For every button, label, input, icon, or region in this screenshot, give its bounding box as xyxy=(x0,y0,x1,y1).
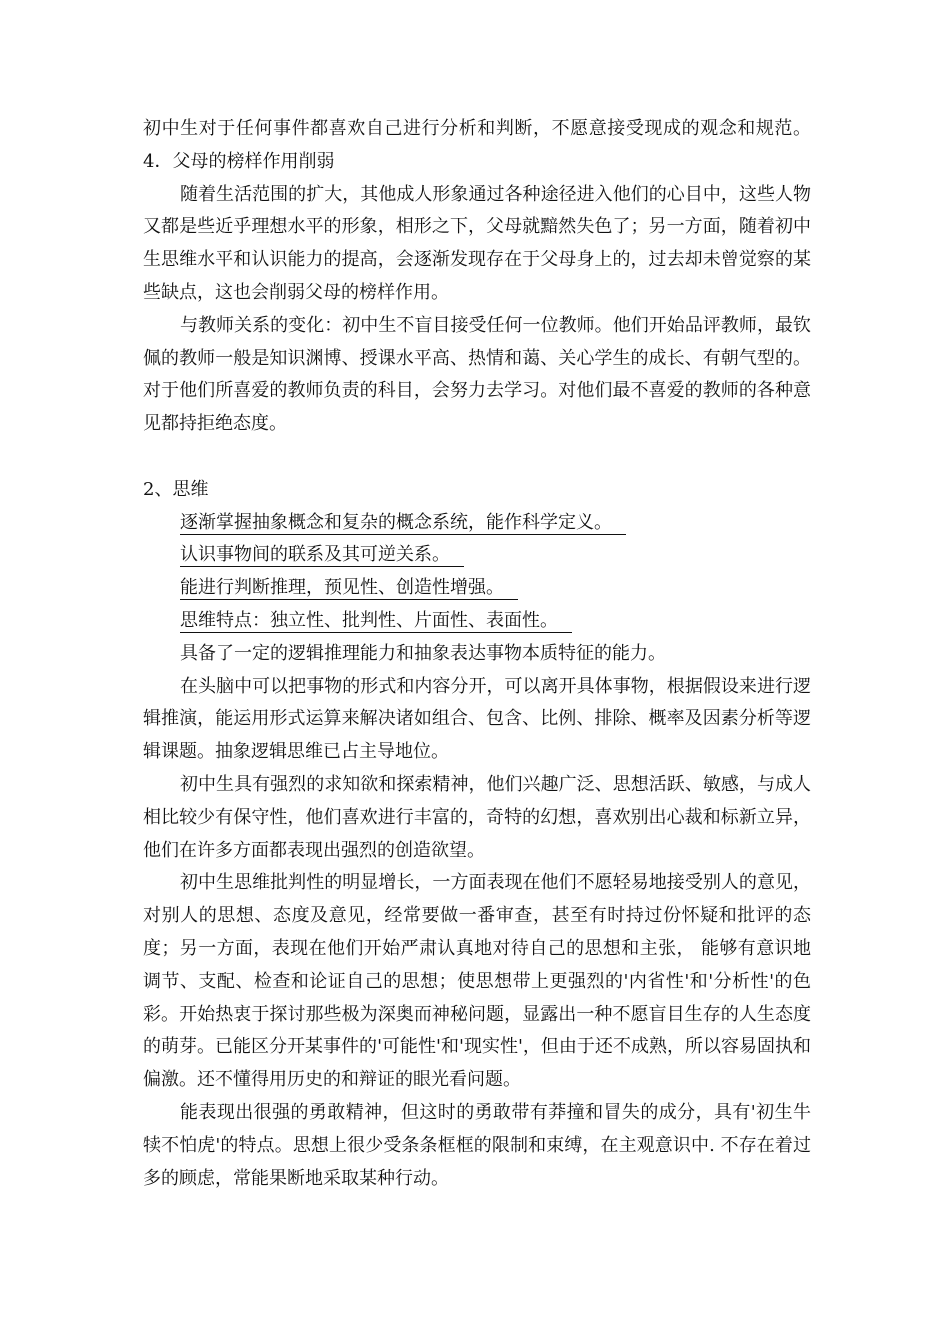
underlined-text: 逐渐掌握抽象概念和复杂的概念系统，能作科学定义。 xyxy=(180,512,626,535)
section-heading-thinking: 2、思维 xyxy=(143,478,209,500)
paragraph-formal-operations: 在头脑中可以把事物的形式和内容分开，可以离开具体事物，根据假设来进行逻辑推演，能运用形式运算来解决诸如组合、包含、比例、排除、概率及因素分析等逻辑课题。抽象逻辑思维已占主导地位。 xyxy=(143,675,811,763)
document-body xyxy=(143,113,811,1195)
paragraph-courage: 能表现出很强的勇敢精神，但这时的勇敢带有莽撞和冒失的成分，具有'初生牛犊不怕虎'的特点。思想上很少受条条框框的限制和束缚，在主观意识中. 不存在着过多的顾虑，常能果断地采取某种行动。 xyxy=(143,1101,811,1189)
underlined-text: 思维特点：独立性、批判性、片面性、表面性。 xyxy=(180,610,572,633)
paragraph-logic-ability: 具备了一定的逻辑推理能力和抽象表达事物本质特征的能力。 xyxy=(180,642,666,664)
paragraph-curiosity: 初中生具有强烈的求知欲和探索精神，他们兴趣广泛、思想活跃、敏感，与成人相比较少有保守性，他们喜欢进行丰富的，奇特的幻想，喜欢别出心裁和标新立异，他们在许多方面都表现出强烈的创造欲望。 xyxy=(143,773,811,861)
blank-line xyxy=(143,441,811,474)
paragraph-teacher-relations: 与教师关系的变化：初中生不盲目接受任何一位教师。他们开始品评教师，最钦佩的教师一般是知识渊博、授课水平高、热情和蔼、关心学生的成长、有朝气型的。对于他们所喜爱的教师负责的科目，会努力去学习。对他们最不喜爱的教师的各种意见都持拒绝态度。 xyxy=(143,314,811,435)
underlined-point-1 xyxy=(180,507,811,540)
underlined-point-4 xyxy=(180,605,811,638)
underlined-point-2 xyxy=(180,539,811,572)
paragraph-role-models: 随着生活范围的扩大，其他成人形象通过各种途径进入他们的心目中，这些人物又都是些近乎理想水平的形象，相形之下，父母就黯然失色了；另一方面，随着初中生思维水平和认识能力的提高，会逐渐发现存在于父母身上的，过去却未曾觉察的某些缺点，这也会削弱父母的榜样作用。 xyxy=(143,183,811,303)
paragraph-critical-thinking: 初中生思维批判性的明显增长，一方面表现在他们不愿轻易地接受别人的意见，对别人的思想、态度及意见，经常要做一番审查，甚至有时持过份怀疑和批评的态度；另一方面，表现在他们开始严肃认真地对待自己的思想和主张， 能够有意识地调节、支配、检查和论证自己的思想；使思想带上更强烈的'内省性'和'分析性'的色彩。开始热衷于探讨那些极为深奥而神秘问题，显露出一种不愿盲目生存的人生态度的萌芽。已能区分开某事件的'可能性'和'现实性'，但由于还不成熟，所以容易固执和偏激。还不懂得用历史的和辩证的眼光看问题。 xyxy=(143,872,811,1091)
underlined-text: 能进行判断推理，预见性、创造性增强。 xyxy=(180,577,518,600)
paragraph-parent-analysis: 初中生对于任何事件都喜欢自己进行分析和判断，不愿意接受现成的观念和规范。4．父母的榜样作用削弱 xyxy=(143,118,811,172)
underlined-text: 认识事物间的联系及其可逆关系。 xyxy=(180,544,464,567)
underlined-point-3 xyxy=(180,572,811,605)
